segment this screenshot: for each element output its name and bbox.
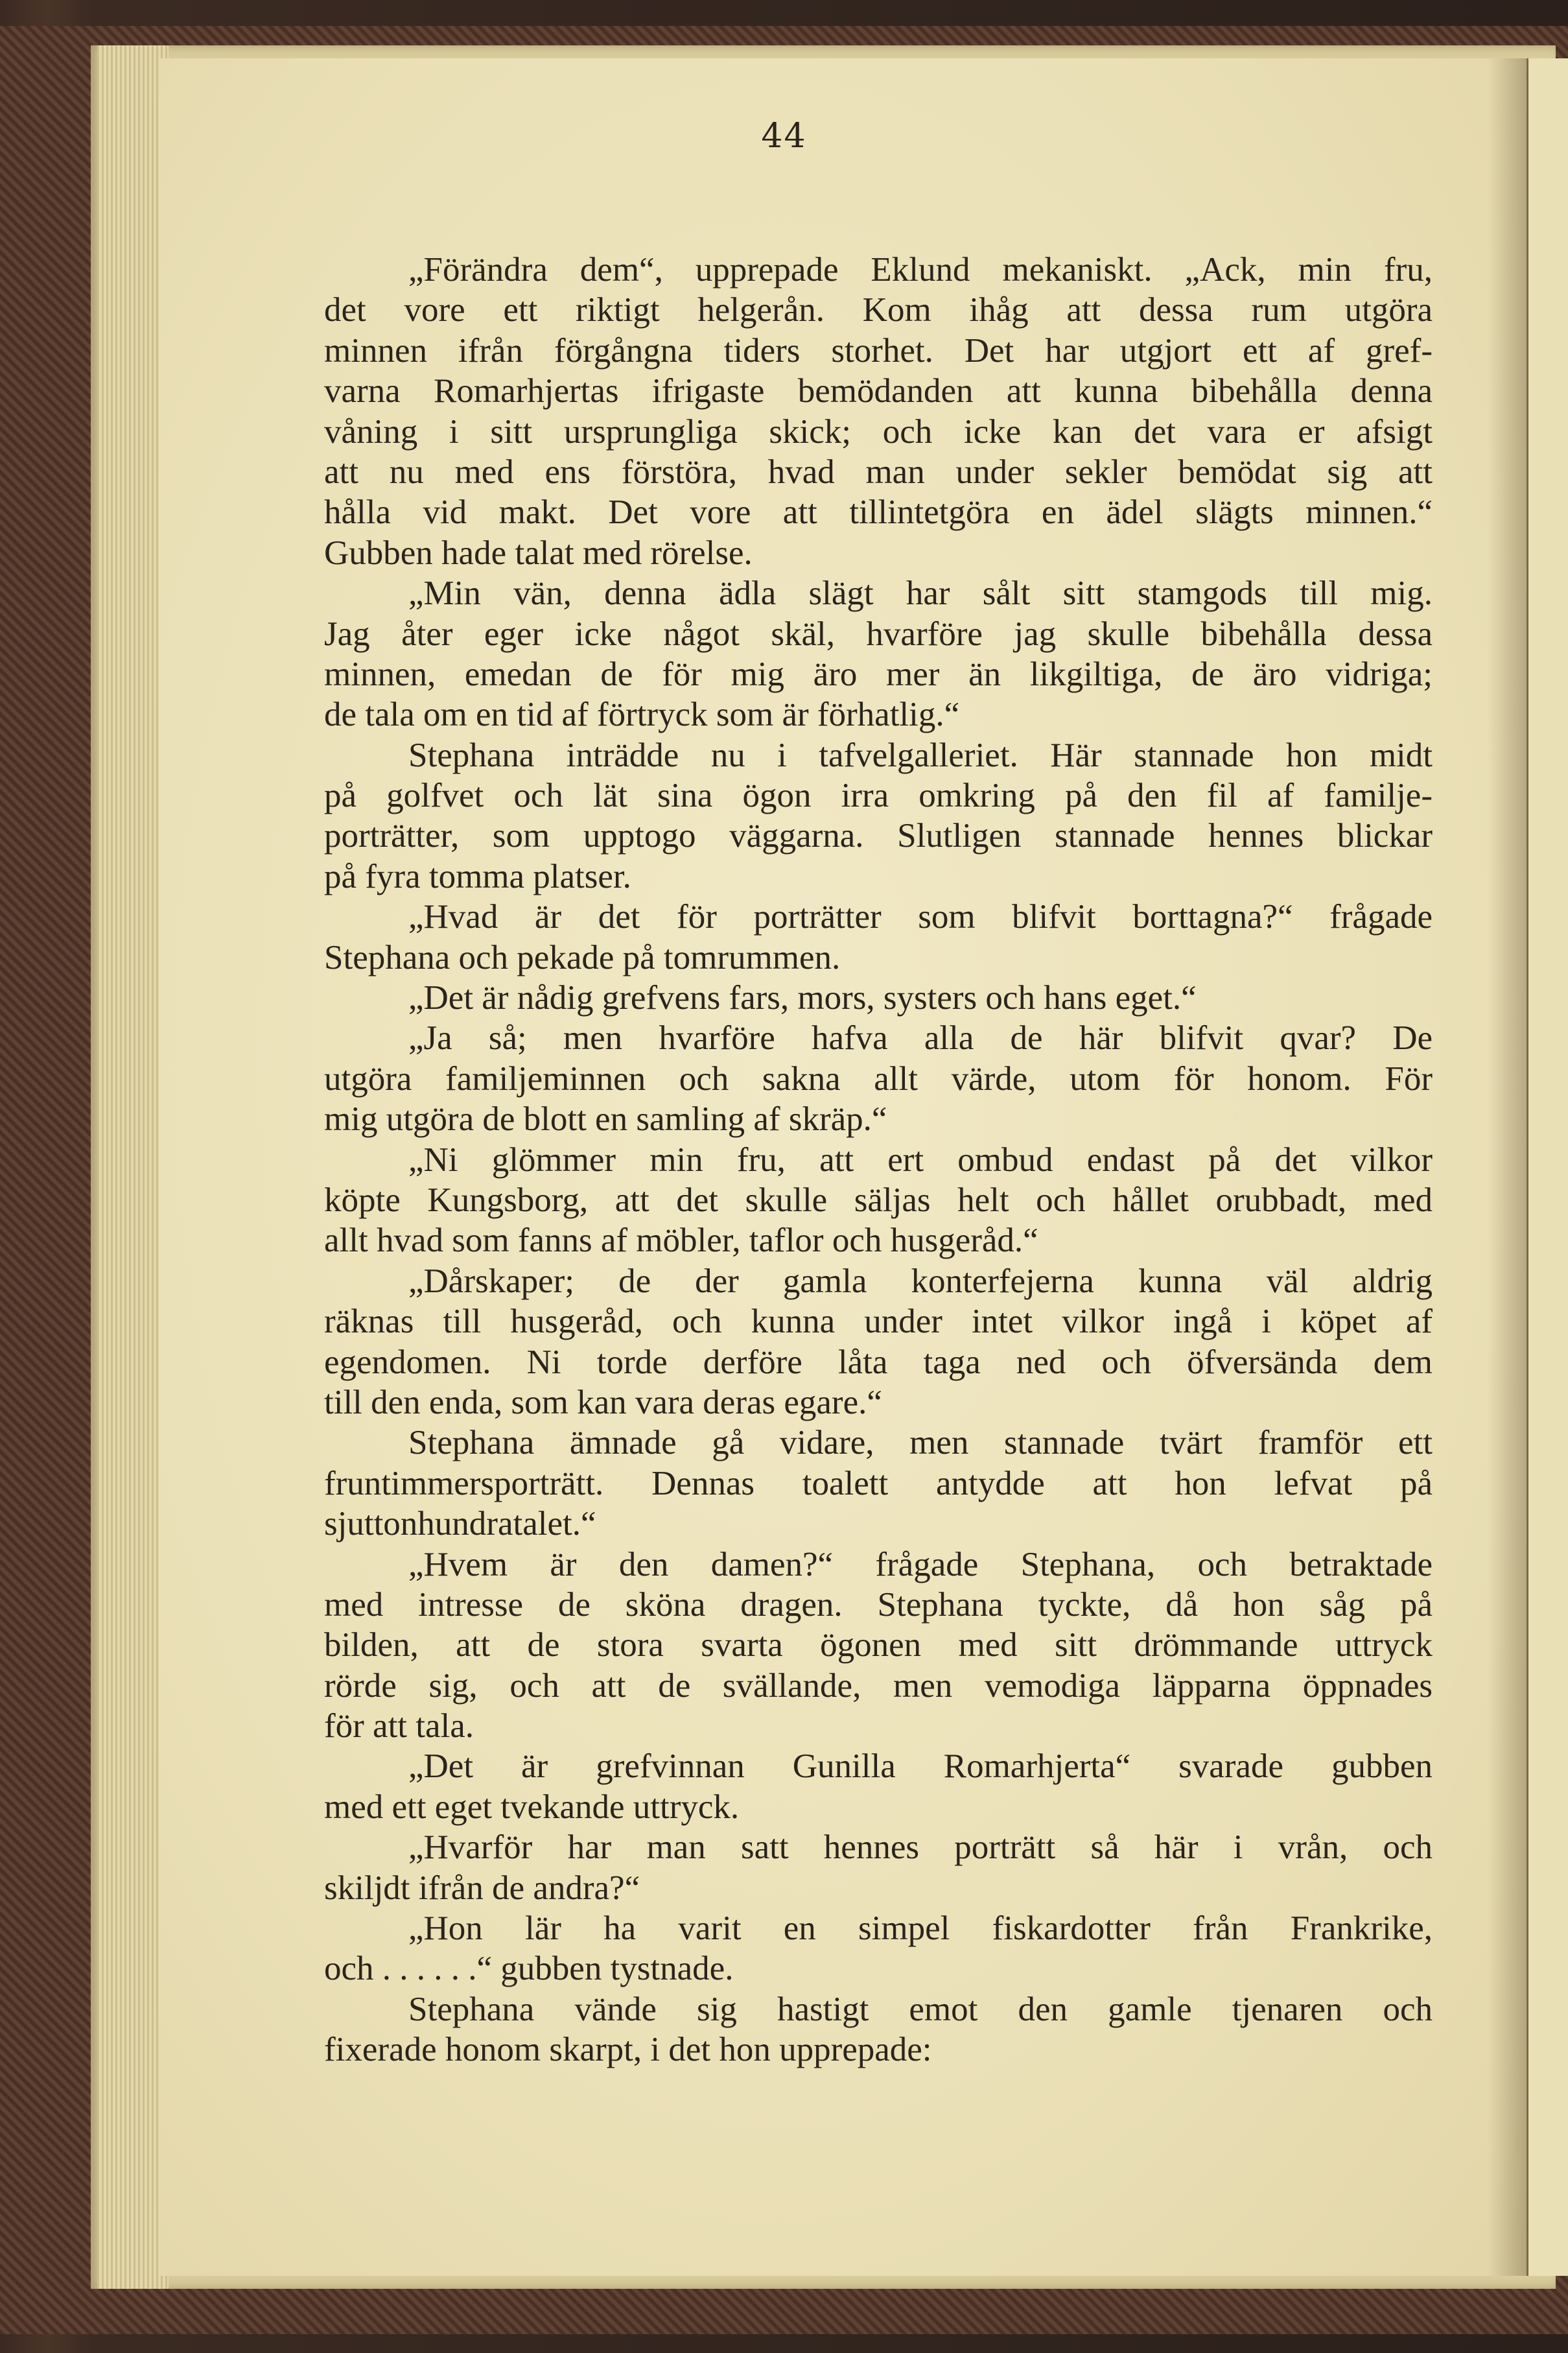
text-line: utgöra familjeminnen och sakna allt värde, utom för honom. För [324,1059,1433,1098]
text-line: på fyra tomma platser. [324,857,631,895]
text-line: „Det är grefvinnan Gunilla Romarhjerta“ svarade gubben [408,1747,1433,1786]
text-line: till den enda, som kan vara deras egare.“ [324,1383,882,1421]
text-line: „Ni glömmer min fru, att ert ombud endast på det vilkor [408,1141,1433,1179]
text-line: på golfvet och lät sina ögon irra omkring på den fil af familje- [324,777,1433,815]
text-line: bilden, att de stora svarta ögonen med sitt drömmande uttryck [324,1626,1433,1664]
text-line: „Min vän, denna ädla slägt har sålt sitt stamgods till mig. [408,574,1433,613]
text-line: „Hvarför har man satt hennes porträtt så här i vrån, och [408,1828,1433,1867]
text-line: egendomen. Ni torde derföre låta taga ned och öfversända dem [324,1343,1433,1381]
text-line: „Hvem är den damen?“ frågade Stephana, och betraktade [408,1545,1433,1583]
text-line: våning i sitt ursprungliga skick; och icke kan det vara er afsigt [324,412,1433,451]
text-line: räknas till husgeråd, och kunna under intet vilkor ingå i köpet af [324,1303,1433,1341]
text-line: fruntimmersporträtt. Dennas toalett antydde att hon lefvat på [324,1464,1433,1502]
text-line: „Förändra dem“, upprepade Eklund mekaniskt. „Ack, min fru, [408,251,1433,289]
text-line: „Dårskaper; de der gamla konterfejerna kunna väl aldrig [408,1262,1433,1300]
text-line: rörde sig, och att de svällande, men vemodiga läpparna öppnades [324,1666,1433,1705]
text-line: med intresse de sköna dragen. Stephana tyckte, då hon såg på [324,1585,1433,1624]
text-line: med ett eget tvekande uttryck. [324,1788,740,1826]
text-line: allt hvad som fanns af möbler, taflor och husgeråd.“ [324,1222,1038,1260]
text-line: „Hon lär ha varit en simpel fiskardotter från Frankrike, [408,1910,1433,1948]
text-line: „Hvad är det för porträtter som blifvit borttagna?“ frågade [408,898,1433,936]
text-line: mig utgöra de blott en samling af skräp.“ [324,1100,887,1139]
gutter-shadow [1488,58,1527,2276]
text-line: och . . . . . .“ gubben tystnade. [324,1950,734,1988]
text-line: minnen ifrån förgångna tiders storhet. Det har utgjort ett af gref- [324,331,1433,370]
text-line: Jag åter eger icke något skäl, hvarföre jag skulle bibehålla dessa [324,615,1433,653]
text-line: „Det är nådig grefvens fars, mors, systers och hans eget.“ [408,979,1197,1017]
text-line: Stephana inträdde nu i tafvelgalleriet. Här stannade hon midt [408,736,1433,774]
text-line: skiljdt ifrån de andra?“ [324,1869,640,1907]
body-text [324,250,1433,2070]
text-line: för att tala. [324,1707,474,1745]
text-line: hålla vid makt. Det vore att tillintetgöra en ädel slägts minnen.“ [324,493,1433,532]
text-line: porträtter, som upptogo väggarna. Slutligen stannade hennes blickar [324,817,1433,855]
text-line: minnen, emedan de för mig äro mer än likgiltiga, de äro vidriga; [324,655,1433,693]
text-line: Stephana och pekade på tomrummen. [324,938,841,976]
text-line: Stephana ämnade gå vidare, men stannade tvärt framför ett [408,1424,1433,1462]
text-line: „Ja så; men hvarföre hafva alla de här blifvit qvar? De [408,1019,1433,1058]
text-line: de tala om en tid af förtryck som är förhatlig.“ [324,696,960,734]
text-line: att nu med ens förstöra, hvad man under sekler bemödat sig att [324,453,1433,491]
facing-page-edge [1527,58,1568,2276]
text-line: fixerade honom skarpt, i det hon upprepade: [324,2031,932,2069]
text-line: Gubben hade talat med rörelse. [324,534,753,572]
page-number: 44 [761,117,807,156]
text-line: sjuttonhundratalet.“ [324,1505,596,1543]
text-line: varna Romarhjertas ifrigaste bemödanden att kunna bibehålla denna [324,372,1433,410]
text-line: Stephana vände sig hastigt emot den gamle tjenaren och [408,1990,1433,2028]
text-line: köpte Kungsborg, att det skulle säljas helt och hållet orubbadt, med [324,1181,1433,1219]
text-line: det vore ett riktigt helgerån. Kom ihåg att dessa rum utgöra [324,291,1433,329]
